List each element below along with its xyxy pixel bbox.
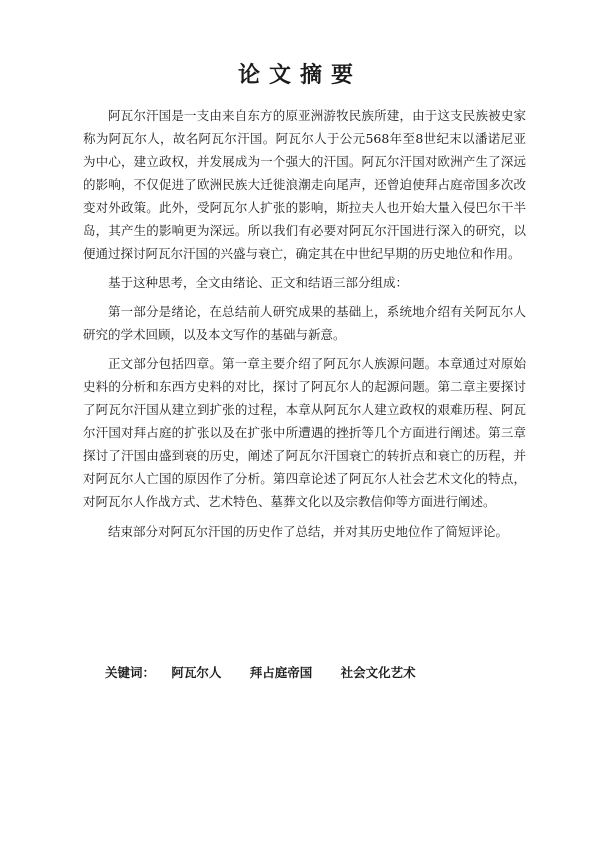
paragraph-structure: 基于这种思考，全文由绪论、正文和结语三部分组成： (108, 275, 409, 290)
paragraph-main-text: 正文部分包括四章。第一章主要介绍了阿瓦尔人族源问题。本章通过对原始史料的分析和东西方史料的对比，探讨了阿瓦尔人的起源问题。第二章主要探讨了阿瓦尔汗国从建立到扩张的过程，本章从阿瓦尔人建立政权的艰难历程、阿瓦尔汗国对拜占庭的扩张以及在扩张中所遭遇的挫折等几个方面进行阐述。第三章探讨了汗国由盛到衰的历史，阐述了阿瓦尔汗国衰亡的转折点和衰亡的历程，并对阿瓦尔人亡国的原因作了分析。第四章论述了阿瓦尔人社会艺术文化的特点，对阿瓦尔人作战方式、艺术特色、墓葬文化以及宗教信仰等方面进行阐述。 (83, 356, 526, 509)
keyword-item: 拜占庭帝国 (249, 665, 313, 680)
paragraph-part-one: 第一部分是绪论，在总结前人研究成果的基础上，系统地介绍有关阿瓦尔人研究的学术回顾，以及本文写作的基础与新意。 (83, 304, 526, 342)
keywords-label: 关键词： (105, 665, 156, 680)
keywords-line (105, 663, 440, 683)
page-title: 论文摘要 (237, 62, 362, 88)
keyword-item: 阿瓦尔人 (171, 665, 222, 680)
abstract-body (83, 104, 526, 543)
paragraph-conclusion: 结束部分对阿瓦尔汗国的历史作了总结，并对其历史地位作了简短评论。 (108, 524, 509, 539)
paragraph-intro: 阿瓦尔汗国是一支由来自东方的原亚洲游牧民族所建，由于这支民族被史家称为阿瓦尔人，故名阿瓦尔汗国。阿瓦尔人于公元568年至8世纪末以潘诺尼亚为中心，建立政权，并发展成为一个强大的汗国。阿瓦尔汗国对欧洲产生了深远的影响，不仅促进了欧洲民族大迁徙浪潮走向尾声，还曾迫使拜占庭帝国多次改变对外政策。此外，受阿瓦尔人扩张的影响，斯拉夫人也开始大量入侵巴尔干半岛，其产生的影响更为深远。所以我们有必要对阿瓦尔汗国进行深入的研究，以便通过探讨阿瓦尔汗国的兴盛与衰亡，确定其在中世纪早期的历史地位和作用。 (83, 108, 526, 261)
keyword-item: 社会文化艺术 (340, 665, 416, 680)
